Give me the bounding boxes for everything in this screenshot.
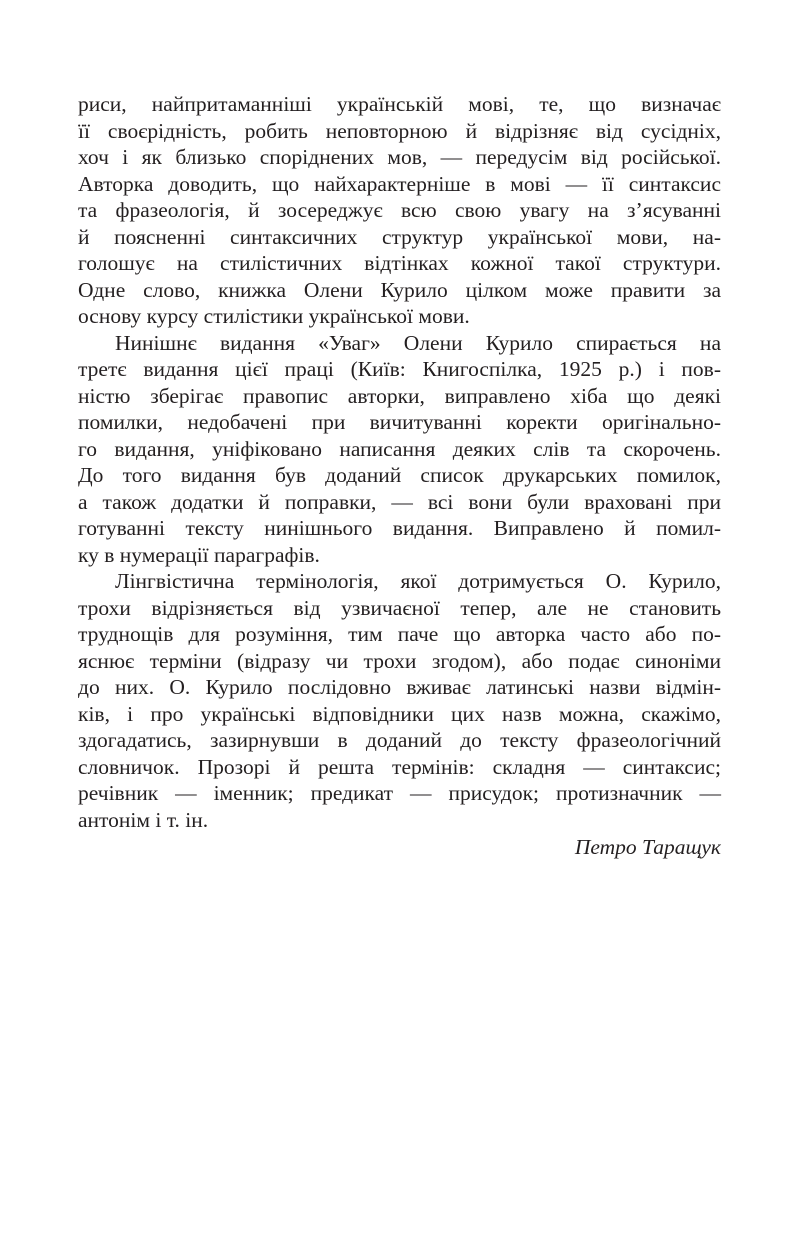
body-text <box>78 91 721 833</box>
text-line: та фразеологія, й зосереджує всю свою увагу на з’ясуванні <box>78 198 721 222</box>
text-line: до них. О. Курило послідовно вживає латинські назви відмін- <box>78 675 721 699</box>
paragraph <box>78 330 721 569</box>
text-line: ністю зберігає правопис авторки, виправлено хіба що деякі <box>78 383 721 408</box>
text-line: голошує на стилістичних відтінках кожної такої структури. <box>78 251 721 275</box>
text-line: готуванні тексту нинішнього видання. Виправлено й помил- <box>78 516 721 540</box>
text-line: здогадатись, зазирнувши в доданий до тексту фразеологічний <box>78 728 721 752</box>
text-line: її своєрідність, робить неповторною й відрізняє від сусідніх, <box>78 118 721 143</box>
text-line: трохи відрізняється від узвичаєної тепер, але не становить <box>78 595 721 620</box>
text-line: й поясненні синтаксичних структур української мови, на- <box>78 224 721 249</box>
text-line: антонім і т. ін. <box>78 807 209 832</box>
text-line: помилки, недобачені при вичитуванні коректи оригінально- <box>78 410 721 434</box>
document-page <box>78 91 721 861</box>
text-line: ку в нумерації параграфів. <box>78 542 320 567</box>
paragraph <box>78 568 721 833</box>
text-line: Одне слово, книжка Олени Курило цілком може правити за <box>78 277 721 302</box>
text-line: речівник — іменник; предикат — присудок; протизначник — <box>78 781 721 805</box>
text-line: го видання, уніфіковано написання деяких слів та скорочень. <box>78 436 721 461</box>
text-line: яснює терміни (відразу чи трохи згодом), або подає синоніми <box>78 648 721 673</box>
text-line: Нинішнє видання «Уваг» Олени Курило спирається на <box>115 330 721 355</box>
author-signature: Петро Таращук <box>574 835 721 859</box>
text-line: Авторка доводить, що найхарактерніше в мові — її синтаксис <box>78 171 721 196</box>
text-line: ків, і про українські відповідники цих назв можна, скажімо, <box>78 701 721 726</box>
text-line: а також додатки й поправки, — всі вони були враховані при <box>78 489 721 514</box>
text-line: риси, найпритаманніші українській мові, те, що визначає <box>78 92 721 116</box>
text-line: словничок. Прозорі й решта термінів: складня — синтаксис; <box>78 754 721 779</box>
text-line: труднощів для розуміння, тим паче що авторка часто або по- <box>78 622 721 646</box>
text-line: До того видання був доданий список друкарських помилок, <box>78 463 721 487</box>
text-line: третє видання цієї праці (Київ: Книгоспілка, 1925 р.) і пов- <box>78 357 721 381</box>
text-line: хоч і як близько споріднених мов, — передусім від російської. <box>78 145 721 169</box>
text-line: Лінгвістична термінологія, якої дотримується О. Курило, <box>115 569 721 593</box>
text-line: основу курсу стилістики української мови. <box>78 304 470 328</box>
paragraph <box>78 91 721 330</box>
